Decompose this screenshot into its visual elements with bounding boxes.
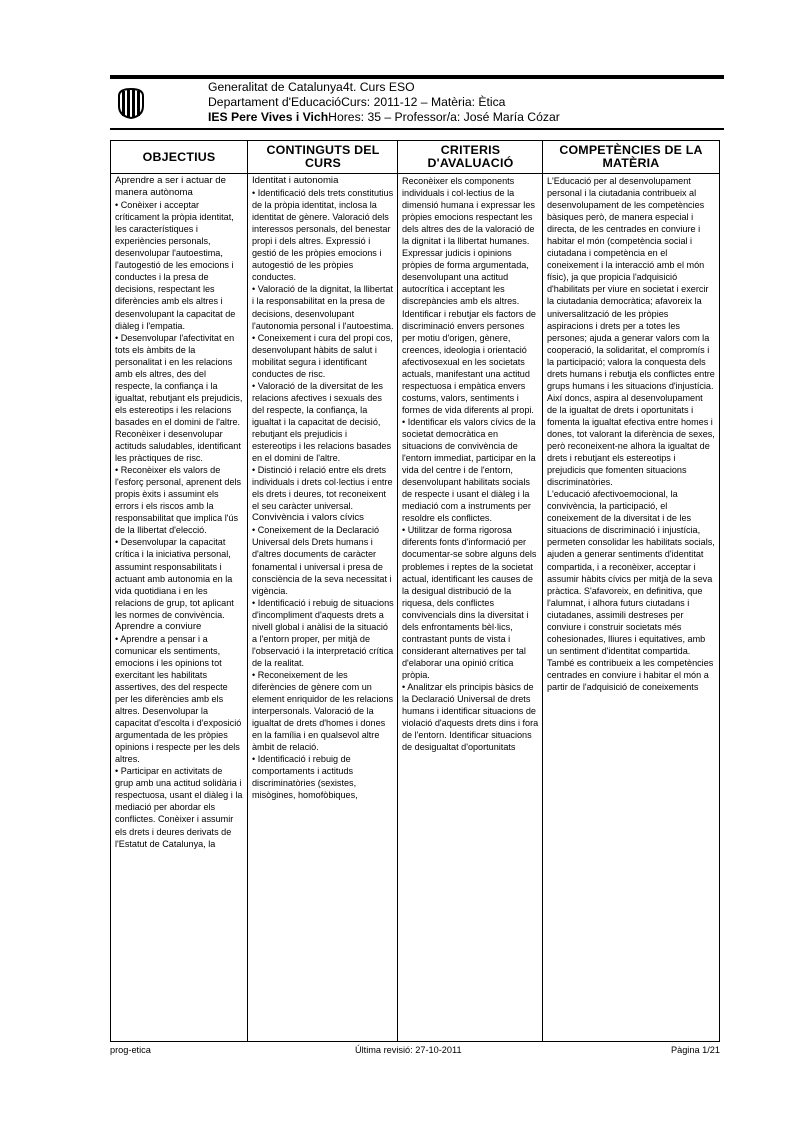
paragraph: Identificar i rebutjar els factors de discriminació envers persones per motiu d'origen, gènere, creences, ideologia i orientació afectivosexual en les societats actuals, manifestant una actitud respectuosa i empàtica envers costums, valors, sentiments i formes de vida diferents al propi. xyxy=(402,308,536,415)
paragraph: • Identificar els valors cívics de la societat democràtica en situacions de convivència de l'entorn immediat, participar en la vida del centre i de l'entorn, desenvolupant habilitats socials de respecte i usant el diàleg i la mediació com a instruments per resoldre els conflictes. xyxy=(402,416,536,524)
header-continguts: CONTINGUTS DEL CURS xyxy=(248,141,398,174)
header-line-3 xyxy=(208,110,560,125)
footer-revision: Última revisió: 27-10-2011 xyxy=(355,1045,462,1055)
column-competencies xyxy=(542,141,719,1041)
cell-objectius xyxy=(111,175,247,1041)
paragraph: • Valoració de la dignitat, la llibertat i la responsabilitat en la presa de decisions, desenvolupant l'autonomia personal i l'autoestima. xyxy=(252,284,394,331)
column-objectius xyxy=(111,141,247,1041)
course-details: Hores: 35 – Professor/a: José María Cózar xyxy=(328,110,560,124)
paragraph: • Aprendre a pensar i a comunicar els sentiments, emocions i les opinions tot exercitant les habilitats assertives, des del respecte per les diferències amb els altres. Desenvolupar la capacitat d'escolta i d'exposició argumentada de les pròpies opinions i respecte per les dels altres. xyxy=(115,633,242,765)
column-continguts xyxy=(247,141,398,1041)
section-heading: Identitat i autonomia xyxy=(252,175,339,186)
footer-page-number: Pàgina 1/21 xyxy=(670,1045,720,1055)
school-name: IES Pere Vives i Vich xyxy=(208,110,329,124)
paragraph: • Analitzar els principis bàsics de la Declaració Universal de drets humans i identificar situacions de violació d'aquests drets dins i fora de l'entorn. Identificar situacions de desigualtat d'oportunitats xyxy=(402,681,539,753)
header-objectius: OBJECTIUS xyxy=(111,141,247,174)
header-bottom-rule xyxy=(110,128,724,130)
paragraph: • Reconèixer els valors de l'esforç personal, aprenent dels propis èxits i assumint els errors i els riscos amb la responsabilitat que implica l'ús de la llibertat d'elecció. xyxy=(115,465,242,536)
paragraph: • Valoració de la diversitat de les relacions afectives i sexuals des del respecte, la confiança, la igualtat i la capacitat de decisió, rebutjant els prejudicis i estereotips i les relacions basades en el domini de l'altre. xyxy=(252,380,392,464)
section-heading: Convivència i valors cívics xyxy=(252,512,364,524)
header-line-1: Generalitat de Catalunya4t. Curs ESO xyxy=(208,80,415,94)
document-header xyxy=(208,80,560,125)
paragraph: • Utilitzar de forma rigorosa diferents fonts d'informació per documentar-se sobre alguns dels problemes i reptes de la societat actual, identificant les causes de la desigual distribució de la riquesa, dels conflictes convivencials dins la diversitat i dels enfrontaments bèl·lics, contrastant punts de vista i considerant alternatives per tal d'elaborar una opinió crítica pròpia. xyxy=(402,525,537,680)
cell-criteris xyxy=(398,175,543,1041)
paragraph: • Desenvolupar la capacitat crítica i la iniciativa personal, assumint responsabilitats i actuant amb autonomia en la vida quotidiana i en les relacions de grup, tot aplicant les normes de convivència. xyxy=(115,537,234,620)
paragraph: • Coneixement de la Declaració Universal dels Drets humans i d'altres documents de caràcter fonamental i universal i presa de consciència de la seva necessitat i vigència. xyxy=(252,525,392,596)
cell-continguts xyxy=(248,175,398,1041)
paragraph: L'educació afectivoemocional, la convivència, la participació, el coneixement de la diversitat i de les situacions de discriminació i injustícia, permeten consolidar les habilitats socials, ajuden a generar sentiments d'identitat compartida, i a reconèixer, acceptar i assumir hàbits cívics per mitjà de la seva pràctica. S'afavoreix, en definitiva, que l'alumnat, i alhora futurs ciutadans i ciutadanes, assimili destreses per conviure i construir societats més cohesionades, lliures i equitatives, amb un sentiment d'identitat compartida. xyxy=(547,489,715,656)
header-competencies: COMPETÈNCIES DE LA MATÈRIA xyxy=(543,141,719,174)
header-criteris: CRITERIS D'AVALUACIÓ xyxy=(398,141,543,174)
column-criteris xyxy=(397,141,543,1041)
paragraph: • Desenvolupar l'afectivitat en tots els àmbits de la personalitat i en les relacions amb els altres, des del respecte, la confiança i la igualtat, rebutjant els prejudicis, els estereotips i les relacions basades en el domini de l'altre. Reconèixer i desenvolupar actituds saludables, identificant les pràctiques de risc. xyxy=(115,332,243,464)
paragraph: • Distinció i relació entre els drets individuals i drets col·lectius i entre els drets i deures, tot reconeixent el seu caràcter universal. xyxy=(252,465,393,512)
paragraph: Reconèixer els components individuals i col·lectius de la dimensió humana i expressar les pròpies emocions respectant les dels altres des de la valoració de la dignitat i la llibertat humanes. Expressar judicis i opinions pròpies de forma argumentada, desenvolupant una actitud autocrítica i acceptant les discrepàncies amb els altres. xyxy=(402,176,535,307)
header-top-rule xyxy=(110,75,724,79)
paragraph: • Identificació i rebuig de situacions d'incompliment d'aquests drets a nivell global i anàlisi de la situació a l'entorn proper, per mitjà de l'observació i la interpretació crítica de la realitat. xyxy=(252,597,394,668)
paragraph: • Coneixement i cura del propi cos, desenvolupant hàbits de salut i mobilitat segura i identificant conductes de risc. xyxy=(252,332,393,379)
paragraph: L'Educació per al desenvolupament personal i la ciutadania contribueix al desenvolupament de les competències bàsiques però, de manera especial i directa, de les centrades en conviure i habitar el món (competència social i ciutadana i competència en el coneixement i la interacció amb el món físic), ja que propicia l'adquisició d'habilitats per viure en societat i exercir la ciutadania democràtica; afavoreix la universalització de les pròpies aspiracions i drets per a totes les persones; ajuda a generar valors com la cooperació, la solidaritat, el compromís i la participació; valora la conquesta dels drets humans i rebutja els conflictes entre grups humans i les situacions d'injustícia. Així doncs, aspira al desenvolupament de la igualtat de drets i oportunitats i fomenta la igualtat efectiva entre homes i dones, tot valorant la diferència de sexes, però reconeixent-ne alhora la igualtat de drets i rebutjant els estereotips i prejudicis que fomenten situacions discriminatòries. xyxy=(547,176,715,488)
paragraph: • Conèixer i acceptar críticament la pròpia identitat, les característiques i experiències personals, desenvolupar l'autoestima, l'autogestió de les emocions i conductes i la presa de decisions, respectant les diferències amb els altres i desenvolupant la capacitat de diàleg i l'empatia. xyxy=(115,200,236,331)
paragraph: També es contribueix a les competències centrades en conviure i habitar el món a partir de l'adquisició de coneixements xyxy=(547,657,714,692)
paragraph: • Participar en activitats de grup amb una actitud solidària i respectuosa, usant el diàleg i la mediació per abordar els conflictes. Conèixer i assumir els drets i deures derivats de l'Estatut de Catalunya, la xyxy=(115,766,243,849)
section-heading: Aprendre a ser i actuar de manera autònoma xyxy=(115,175,226,199)
header-line-2: Departament d'EducacióCurs: 2011-12 – Matèria: Ètica xyxy=(208,95,506,109)
syllabus-table xyxy=(110,140,720,1042)
paragraph: • Reconeixement de les diferències de gènere com un element enriquidor de les relacions interpersonals. Valoració de la igualtat de drets d'homes i dones en la família i en qualsevol altre àmbit de relació. xyxy=(252,669,394,753)
footer-filename: prog-etica xyxy=(110,1045,151,1055)
cell-competencies xyxy=(543,175,719,1041)
paragraph: • Identificació dels trets constitutius de la pròpia identitat, inclosa la identitat de gènere. Valoració dels interessos personals, del benestar propi i dels altres. Expressió i gestió de les pròpies emocions i autogestió de les pròpies conductes. xyxy=(252,188,394,283)
generalitat-logo-icon xyxy=(117,86,145,120)
section-heading: Aprendre a conviure xyxy=(115,620,202,632)
paragraph: • Identificació i rebuig de comportaments i actituds discriminatòries (sexistes, misògines, homofòbiques, xyxy=(252,754,358,801)
